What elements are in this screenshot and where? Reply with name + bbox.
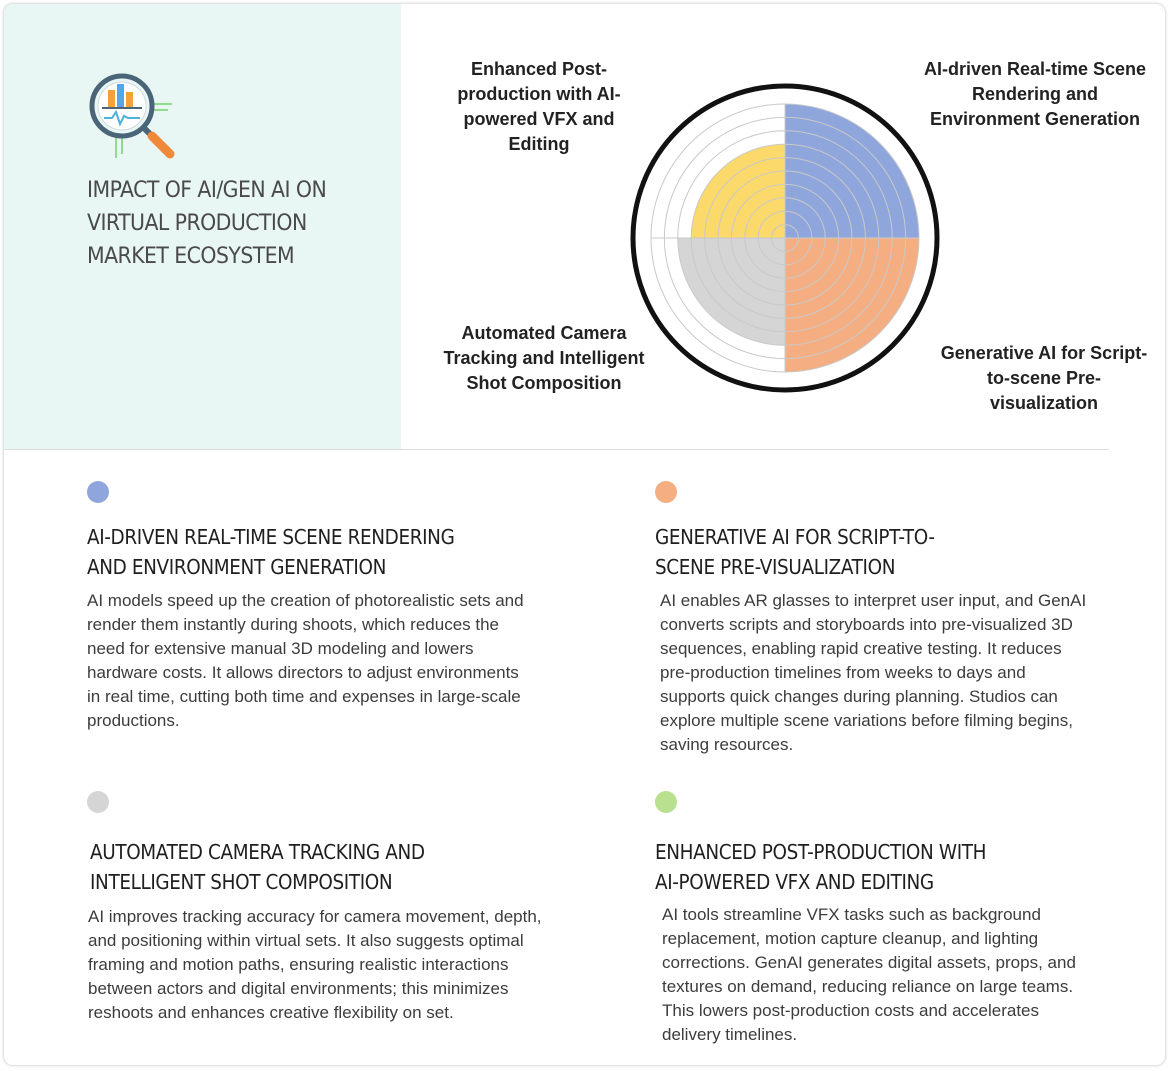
card-title-line: AI-POWERED VFX AND EDITING (655, 870, 934, 894)
body-line: need for extensive manual 3D modeling and lowers (87, 639, 474, 658)
card-title-line: SCENE PRE-VISUALIZATION (655, 555, 896, 579)
card-title-line: GENERATIVE AI FOR SCRIPT-TO- (655, 525, 935, 549)
card-body (87, 589, 597, 733)
body-line: render them instantly during shoots, which reduces the (87, 615, 500, 634)
legend-dot (655, 791, 677, 813)
label-line: Shot Composition (466, 373, 622, 393)
card-title-line: AI-DRIVEN REAL-TIME SCENE RENDERING (87, 525, 455, 549)
label-camera-tracking (434, 321, 654, 396)
card-title-line: AUTOMATED CAMERA TRACKING AND (90, 840, 425, 864)
card-body (662, 903, 1166, 1047)
label-line: visualization (989, 393, 1099, 413)
body-line: converts scripts and storyboards into pre-visualized 3D (660, 615, 1073, 634)
body-line: textures on demand, reducing reliance on large teams. (662, 977, 1074, 996)
body-line: between actors and digital environments; this minimizes (88, 979, 509, 998)
body-line: AI tools streamline VFX tasks such as background (662, 905, 1041, 924)
label-pre-visualization (934, 341, 1154, 416)
label-line: Generative AI for Script- (940, 343, 1148, 363)
label-line: AI-driven Real-time Scene (923, 59, 1147, 79)
body-line: pre-production timelines from weeks to days and (660, 663, 1026, 682)
title-line: IMPACT OF AI/GEN AI ON (87, 178, 327, 203)
page-title (87, 174, 366, 273)
body-line: saving resources. (660, 735, 794, 754)
card-title-line: ENHANCED POST-PRODUCTION WITH (655, 840, 987, 864)
label-line: powered VFX and Editing (463, 109, 615, 154)
card-title-line: INTELLIGENT SHOT COMPOSITION (90, 870, 393, 894)
impact-polar-diagram (629, 82, 941, 394)
body-line: This lowers post-production costs and accelerates (662, 1001, 1040, 1020)
infographic-frame (3, 3, 1166, 1066)
segment-bottom-right (785, 238, 919, 372)
body-line: productions. (87, 711, 180, 730)
body-line: corrections. GenAI generates digital assets, props, and (662, 953, 1076, 972)
card-title (655, 837, 1166, 897)
body-line: replacement, motion capture cleanup, and lighting (662, 929, 1039, 948)
body-line: reshoots and enhances creative flexibility on set. (88, 1003, 454, 1022)
title-line: MARKET ECOSYSTEM (87, 244, 295, 269)
label-line: to-scene Pre- (986, 368, 1102, 388)
label-post-production (434, 57, 644, 157)
label-line: Rendering and (971, 84, 1098, 104)
card-body (660, 589, 1166, 757)
title-line: VIRTUAL PRODUCTION (87, 211, 307, 236)
label-line: production with AI- (457, 84, 621, 104)
segment-top-right (785, 104, 919, 238)
legend-dot (87, 481, 109, 503)
legend-dot (655, 481, 677, 503)
card-title (90, 837, 605, 897)
card-title (87, 522, 602, 582)
body-line: framing and motion paths, ensuring realistic interactions (88, 955, 509, 974)
section-divider (4, 449, 1109, 450)
body-line: and positioning within virtual sets. It also suggests optimal (88, 931, 524, 950)
label-scene-rendering (920, 57, 1150, 132)
header-panel (4, 4, 401, 450)
label-line: Tracking and Intelligent (443, 348, 645, 368)
label-line: Enhanced Post- (470, 59, 608, 79)
body-line: explore multiple scene variations before filming begins, (660, 711, 1073, 730)
body-line: AI models speed up the creation of photorealistic sets and (87, 591, 524, 610)
legend-dot (87, 791, 109, 813)
analytics-magnifier-icon (86, 70, 182, 166)
body-line: in real time, cutting both time and expenses in large-scale (87, 687, 521, 706)
card-body (88, 905, 598, 1025)
body-line: AI enables AR glasses to interpret user input, and GenAI (660, 591, 1087, 610)
body-line: supports quick changes during planning. Studios can (660, 687, 1058, 706)
label-line: Environment Generation (929, 109, 1141, 129)
card-title (655, 522, 1166, 582)
body-line: hardware costs. It allows directors to adjust environments (87, 663, 519, 682)
label-line: Automated Camera (461, 323, 627, 343)
body-line: AI improves tracking accuracy for camera movement, depth, (88, 907, 542, 926)
body-line: delivery timelines. (662, 1025, 798, 1044)
card-title-line: AND ENVIRONMENT GENERATION (87, 555, 386, 579)
body-line: sequences, enabling rapid creative testing. It reduces (660, 639, 1062, 658)
